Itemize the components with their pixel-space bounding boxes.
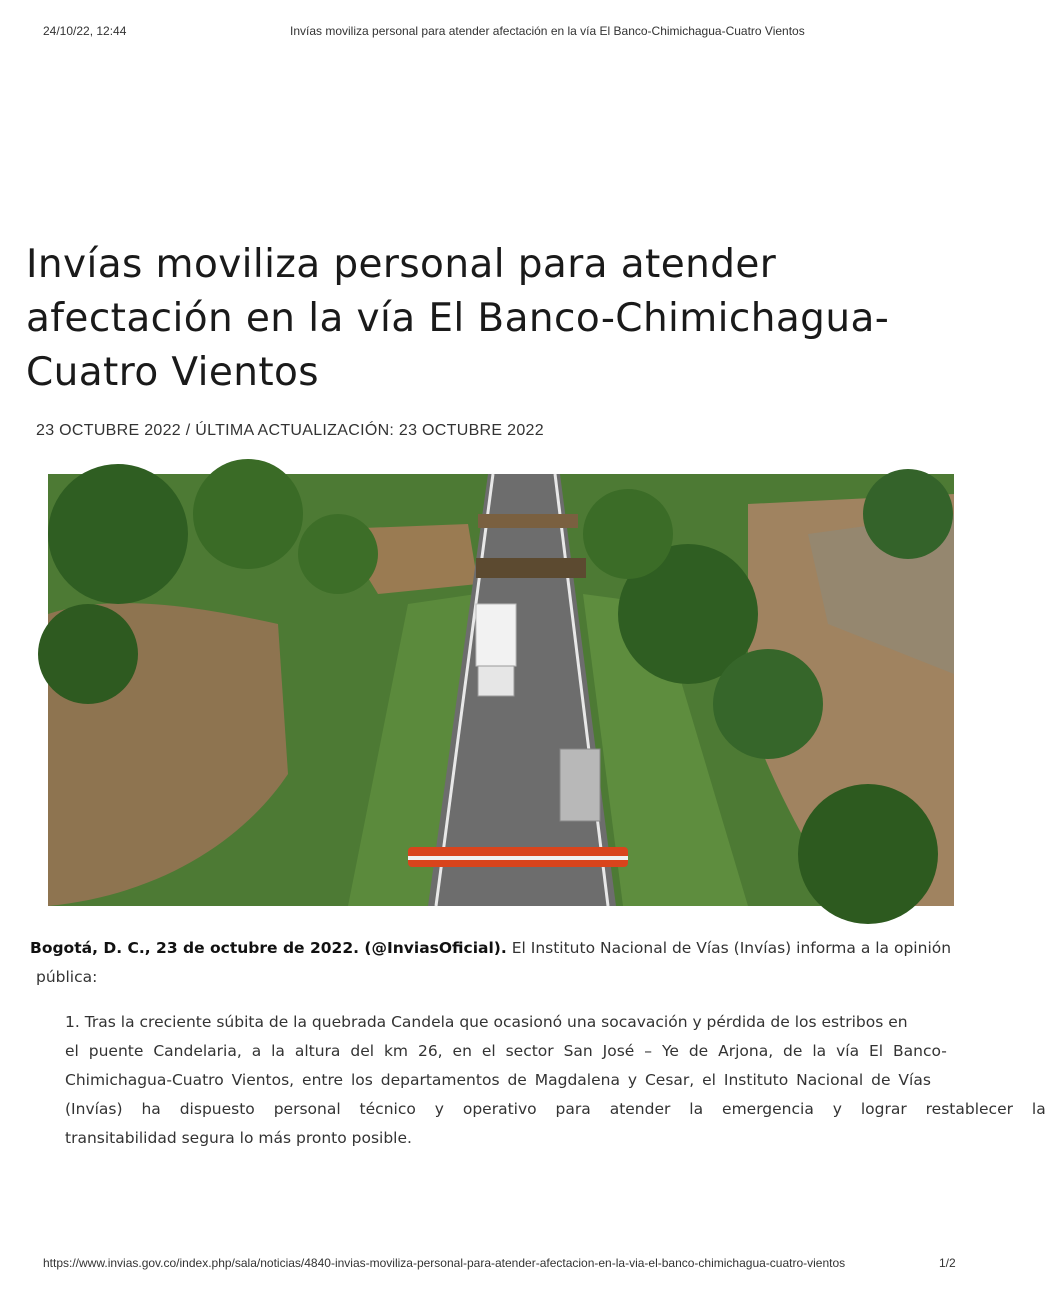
lead-text: El Instituto Nacional de Vías (Invías) informa a la opinión [506,939,952,957]
article-photo [48,474,954,906]
article-body [30,935,1046,1155]
list-line: el puente Candelaria, a la altura del km 26, en el sector San José – Ye de Arjona, de la vía El Banco- [65,1042,947,1060]
print-datetime: 24/10/22, 12:44 [43,24,127,38]
article-title-line: afectación en la vía El Banco-Chimichagua- [26,296,890,341]
article-dates [36,420,954,444]
print-header-title: Invías moviliza personal para atender afectación en la vía El Banco-Chimichagua-Cuatro Vientos [290,24,805,38]
list-line: 1. Tras la creciente súbita de la quebrada Candela que ocasionó una socavación y pérdida de los estribos en [65,1013,908,1031]
article-lead-continuation: pública: [36,968,98,986]
article-date-meta: 23 OCTUBRE 2022 / ÚLTIMA ACTUALIZACIÓN: 23 OCTUBRE 2022 [36,422,544,439]
article-title-line: Cuatro Vientos [26,350,320,395]
lead-dateline: Bogotá, D. C., 23 de octubre de 2022. (@InviasOficial). [30,939,507,957]
article-lead [30,939,951,957]
list-line: transitabilidad segura lo más pronto posible. [65,1129,412,1147]
print-footer-url: https://www.invias.gov.co/index.php/sala/noticias/4840-invias-moviliza-personal-para-atender-afectacion-en-la-via-el-banco-chimichagua-cuatro-vientos [43,1256,846,1270]
flooded-road-aerial-image [48,474,954,906]
print-page-number: 1/2 [939,1256,956,1270]
article-title-line: Invías moviliza personal para atender [26,242,777,287]
article-title [26,238,954,408]
list-line: (Invías) ha dispuesto personal técnico y operativo para atender la emergencia y lograr restablecer la [65,1100,1046,1118]
list-line: Chimichagua-Cuatro Vientos, entre los departamentos de Magdalena y Cesar, el Instituto Nacional de Vías [65,1071,931,1089]
